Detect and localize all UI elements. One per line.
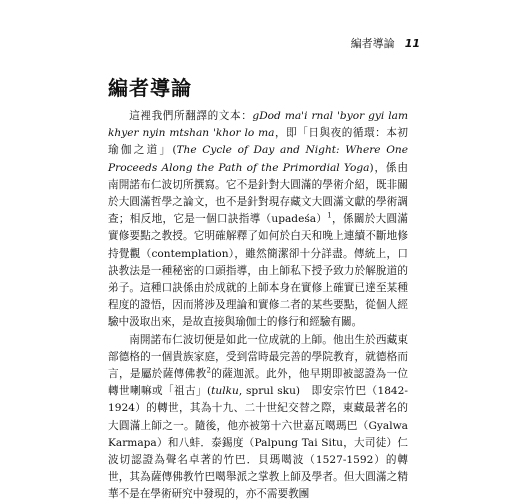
text-segment: ，係關於大圓滿實修要點之教授。它明確解釋了如何於白天和晚上連續不斷地修持覺觀（contemplation），雖然簡潔卻十分詳盡。傳統上，口訣教法是一種秘密的口頭指導，由上師私下授予致力於解脫道的弟子。這種口訣係由於成就的上師本身在實修上確實已達至某種程度的證悟，因而將涉及理論和實修二者的某些要點，從個人經驗中汲取出來，是故直接與瑜伽士的修行和經驗有關。 [108, 213, 408, 329]
text-segment: 這裡我們所翻譯的文本： [129, 110, 253, 122]
running-header [351, 35, 420, 51]
running-title: 編者導論 [350, 37, 395, 50]
text-segment: ，即「日與夜的循環：本初瑜伽之道」( [108, 127, 408, 157]
text-segment: tulku [211, 385, 239, 398]
text-segment: , sprul sku) 即安宗竹巴（1842-1924）的轉世，其為十九、二十世紀交替之際，東藏最著名的大圓滿上師之一。隨後，他亦被第十六世嘉瓦噶瑪巴（Gyalwa Karmapa）和八蚌．泰錫度（Palpung Tai Situ，大司徒）仁波切認證為聲名卓著的竹巴．貝瑪噶波（1527-1592）的轉世，其為薩傳佛教竹巴噶舉派之掌教上師及學者。但大圓滿之精華不是在學術研究中發現的，亦不需要教團 [108, 385, 408, 501]
text-segment: gDod ma'i rnal 'byor gyi lam khyer nyin mtshan 'khor lo ma [108, 110, 408, 140]
paragraph [108, 332, 408, 504]
footnote-marker: 2 [206, 366, 211, 375]
text-segment: 的薩迦派。此外，他早期即被認證為一位轉世喇嘛或「祖古」( [108, 368, 409, 398]
chapter-title: 編者導論 [108, 76, 192, 100]
footnote-marker: 1 [327, 211, 332, 220]
text-segment: 南開諾布仁波切便是如此一位成就的上師。他出生於西藏東部德格的一個貴族家庭，受到當時最完善的學院教育，就德格而言，是屬於薩傳佛教 [108, 333, 408, 381]
text-segment: )，係由南開諾布仁波切所撰寫。它不是針對大圓滿的學術介紹，既非關於大圓滿哲學之論文，也不是針對現存藏文大圓滿文獻的學術調查；相反地，它是一個口訣指導（upadeśa） [108, 161, 408, 226]
text-segment: The Cycle of Day and Night: Where One Proceeds Along the Path of the Primordial Yoga [108, 144, 408, 174]
page-number: 11 [404, 37, 420, 50]
body-text [108, 108, 408, 504]
paragraph [108, 108, 408, 332]
